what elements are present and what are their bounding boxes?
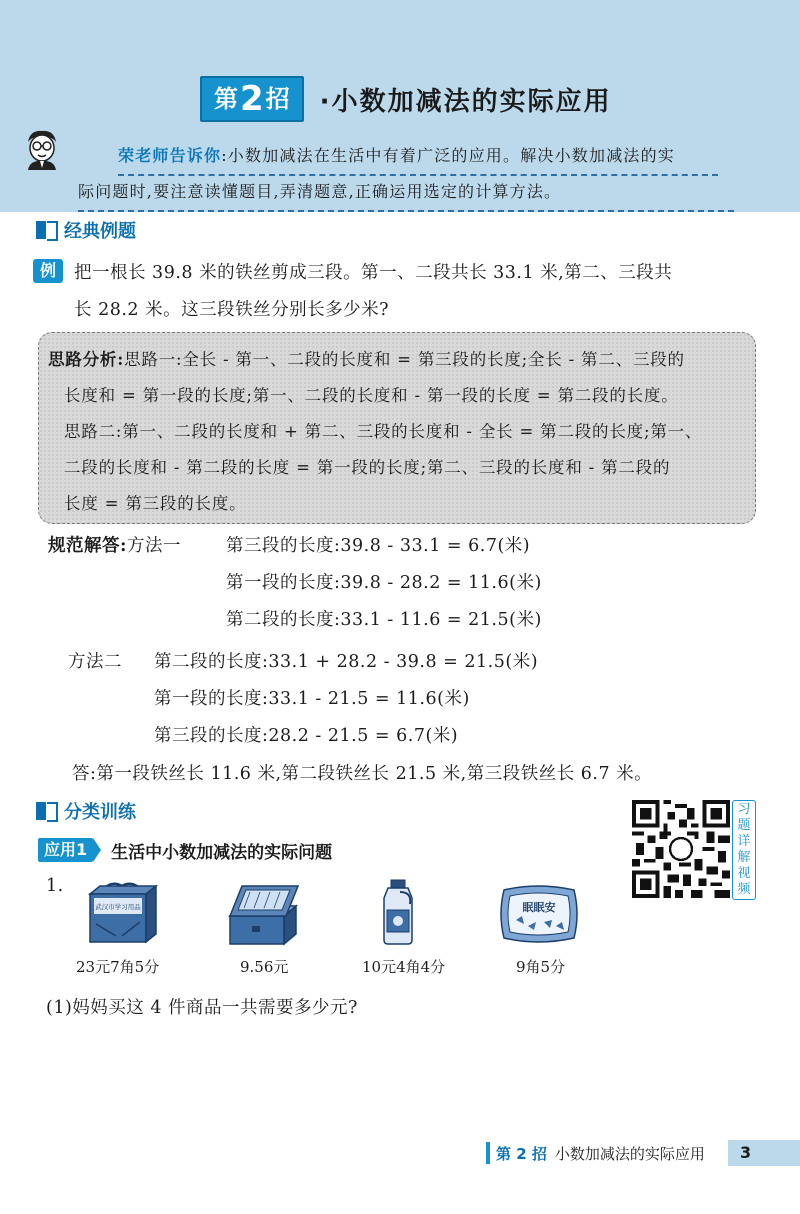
answer-line: 答:第一段铁丝长 11.6 米,第二段铁丝长 21.5 米,第三段铁丝长 6.7 米。: [72, 764, 653, 784]
example-text-2: 长 28.2 米。这三段铁丝分别长多少米?: [74, 300, 389, 320]
pencil-case-illustration: [222, 882, 304, 948]
analysis-line-4: 二段的长度和 - 第二段的长度 = 第一段的长度;第二、三段的长度和 - 第二段的: [64, 458, 671, 477]
pillow-illustration: [498, 882, 580, 946]
gift-box-text: 武汉市学习用品: [95, 903, 141, 911]
question-1: (1)妈妈买这 4 件商品一共需要多少元?: [46, 998, 358, 1018]
teacher-name: 荣老师告诉你: [118, 146, 222, 165]
gift-box-illustration: [82, 880, 162, 946]
section-example-head: [36, 215, 136, 245]
example-text-1: 把一根长 39.8 米的铁丝剪成三段。第一、二段共长 33.1 米,第二、三段共: [74, 263, 673, 283]
application-tag: [38, 838, 332, 862]
method1-line-1: 第三段的长度:39.8 - 33.1 = 6.7(米): [226, 536, 531, 556]
footer-chapter: 第 2 招: [496, 1144, 547, 1163]
analysis-line-5: 长度 = 第三段的长度。: [64, 494, 247, 513]
teacher-tip-line-1: [118, 138, 718, 176]
qr-code-icon[interactable]: [632, 800, 730, 898]
teacher-avatar-icon: [22, 128, 62, 170]
solution-label-text: 规范解答:: [48, 536, 127, 556]
page-number: 3: [728, 1140, 800, 1166]
footer-bar: [486, 1142, 490, 1164]
section-training-title: 分类训练: [64, 802, 136, 823]
book-icon: [36, 801, 58, 821]
qr-side-char: 解: [737, 850, 751, 865]
application-tag-label: 应用1: [38, 838, 93, 862]
analysis-label: 思路分析:: [48, 350, 125, 369]
problem-number: 1.: [46, 876, 64, 896]
method1-line-3: 第二段的长度:33.1 - 11.6 = 21.5(米): [226, 610, 542, 630]
price-1: 23元7角5分: [76, 958, 160, 976]
footer: [486, 1140, 705, 1166]
price-3: 10元4角4分: [362, 958, 446, 976]
method2-label: 方法二: [68, 652, 122, 672]
solution-label: [48, 532, 181, 557]
bottle-illustration: [378, 878, 418, 946]
price-2: 9.56元: [240, 958, 289, 976]
chapter-title: [200, 78, 612, 120]
method2-line-3: 第三段的长度:28.2 - 21.5 = 6.7(米): [154, 726, 459, 746]
teacher-tip-line-2: [78, 174, 734, 212]
method1-line-2: 第一段的长度:39.8 - 28.2 = 11.6(米): [226, 573, 542, 593]
section-training-head: [36, 796, 136, 826]
qr-side-label: [732, 800, 756, 900]
analysis-line-1: [48, 346, 685, 370]
chapter-badge: [200, 76, 304, 122]
method2-line-1: 第二段的长度:33.1 + 28.2 - 39.8 = 21.5(米): [154, 652, 539, 672]
section-example-title: 经典例题: [64, 221, 136, 242]
teacher-tip-text-1: :小数加减法在生活中有着广泛的应用。解决小数加减法的实: [221, 146, 675, 165]
example-tag: 例: [33, 259, 63, 283]
badge-pre: 第: [214, 85, 238, 113]
qr-side-char: 详: [737, 834, 751, 849]
pillow-text: 眠眠安: [522, 901, 556, 914]
footer-title: 小数加减法的实际应用: [554, 1144, 705, 1163]
chapter-title-text: ·小数加减法的实际应用: [319, 86, 612, 117]
book-icon: [36, 220, 58, 240]
qr-side-char: 习: [737, 802, 751, 817]
method1-label: 方法一: [126, 536, 181, 556]
analysis-line-2: 长度和 = 第一段的长度;第一、二段的长度和 - 第一段的长度 = 第二段的长度。: [64, 386, 679, 405]
title-text: 小数加减法的实际应用: [331, 86, 612, 117]
qr-side-char: 频: [737, 882, 751, 897]
application-title: 生活中小数加减法的实际问题: [111, 842, 333, 863]
badge-post: 招: [265, 85, 290, 113]
method2-line-2: 第一段的长度:33.1 - 21.5 = 11.6(米): [154, 689, 470, 709]
teacher-tip-text-2: 际问题时,要注意读懂题目,弄清题意,正确运用选定的计算方法。: [78, 182, 562, 201]
qr-side-char: 视: [737, 866, 751, 881]
badge-num: 2: [240, 79, 264, 119]
qr-side-char: 题: [737, 818, 751, 833]
price-4: 9角5分: [516, 958, 566, 976]
analysis-text-1: 思路一:全长 - 第一、二段的长度和 = 第三段的长度;全长 - 第二、三段的: [124, 350, 685, 369]
analysis-line-3: 思路二:第一、二段的长度和 + 第二、三段的长度和 - 全长 = 第二段的长度;第一、: [64, 422, 703, 441]
